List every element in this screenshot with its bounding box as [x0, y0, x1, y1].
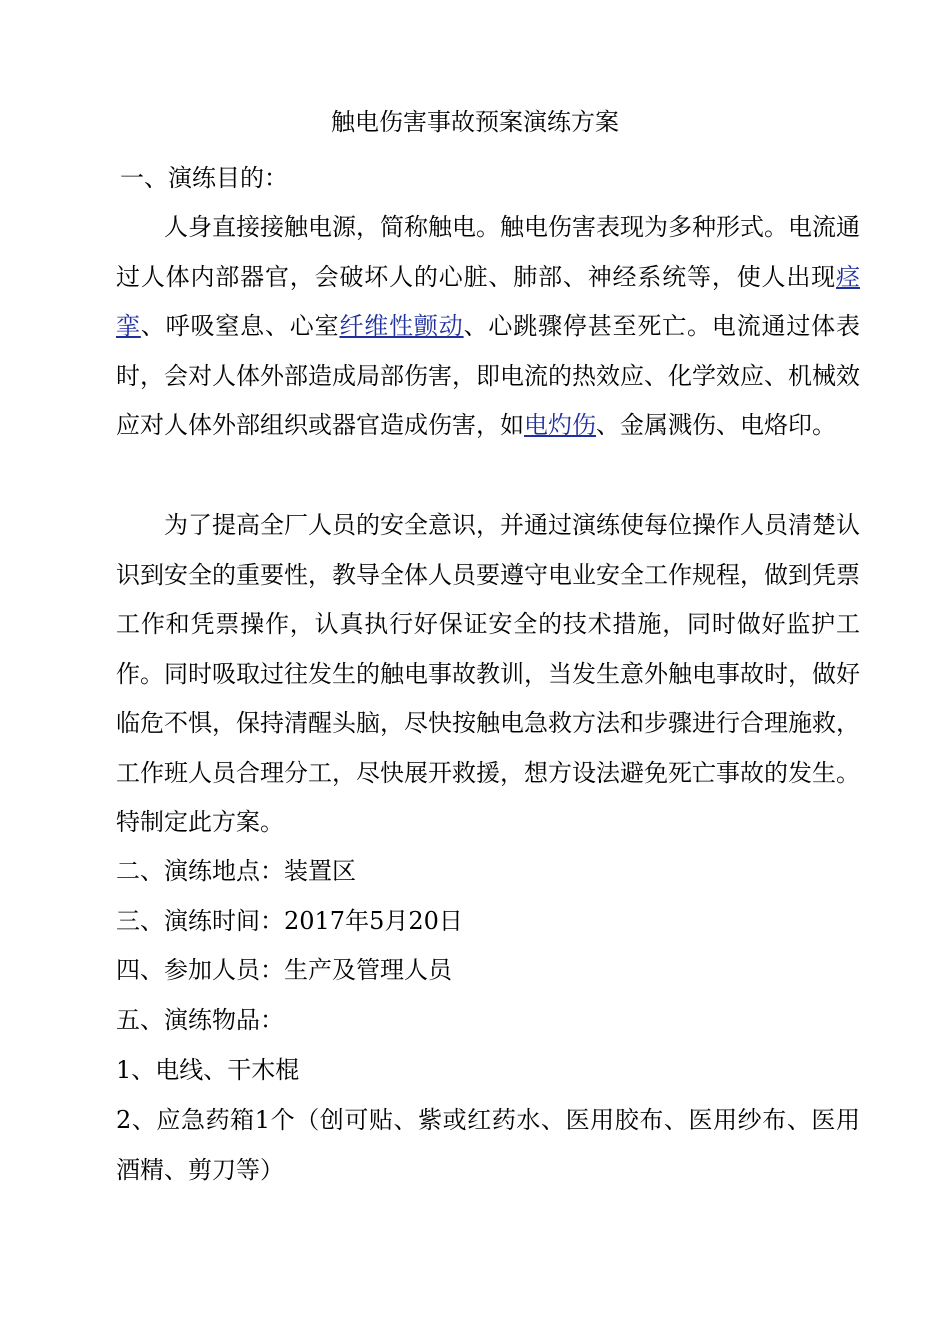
link-electric-burn[interactable]: 电灼伤 — [524, 411, 596, 439]
section-2-location: 二、演练地点：装置区 — [116, 857, 356, 885]
purpose-text-3: 、心跳骤停甚至死亡。电流通过体表时，会对人体外部造成局部伤害，即电流的热效应、化学效应、机械效应对人体外部组织或器官造成伤害，如 — [116, 312, 861, 439]
purpose-text-2: 、呼吸窒息、心室 — [140, 312, 340, 340]
purpose-paragraph-1 — [116, 203, 860, 451]
section-4-participants: 四、参加人员：生产及管理人员 — [116, 956, 452, 984]
section-1-heading: 一、演练目的： — [120, 164, 288, 192]
link-spasm[interactable]: 痉挛 — [116, 262, 860, 340]
link-ventricular-fibrillation[interactable]: 纤维性颤动 — [339, 312, 464, 340]
document-title: 触电伤害事故预案演练方案 — [331, 108, 619, 136]
section-5-heading: 五、演练物品： — [116, 1006, 284, 1034]
purpose-paragraph-2: 为了提高全厂人员的安全意识，并通过演练使每位操作人员清楚认识到安全的重要性，教导全体人员要遵守电业安全工作规程，做到凭票工作和凭票操作，认真执行好保证安全的技术措施，同时做好监护工作。同时吸取过往发生的触电事故教训，当发生意外触电事故时，做好临危不惧，保持清醒头脑，尽快按触电急救方法和步骤进行合理施救，工作班人员合理分工，尽快展开救援，想方设法避免死亡事故的发生。特制定此方案。 — [116, 511, 860, 836]
purpose-text-1: 人身直接接触电源，简称触电。触电伤害表现为多种形式。电流通过人体内部器官，会破坏人的心脏、肺部、神经系统等，使人出现 — [116, 213, 860, 291]
supply-item-1: 1、电线、干木棍 — [116, 1056, 300, 1084]
supply-item-2: 2、应急药箱1个（创可贴、紫或红药水、医用胶布、医用纱布、医用酒精、剪刀等） — [116, 1106, 860, 1184]
purpose-text-4: 、金属溅伤、电烙印。 — [596, 411, 836, 439]
section-3-time: 三、演练时间：2017年5月20日 — [116, 907, 463, 935]
